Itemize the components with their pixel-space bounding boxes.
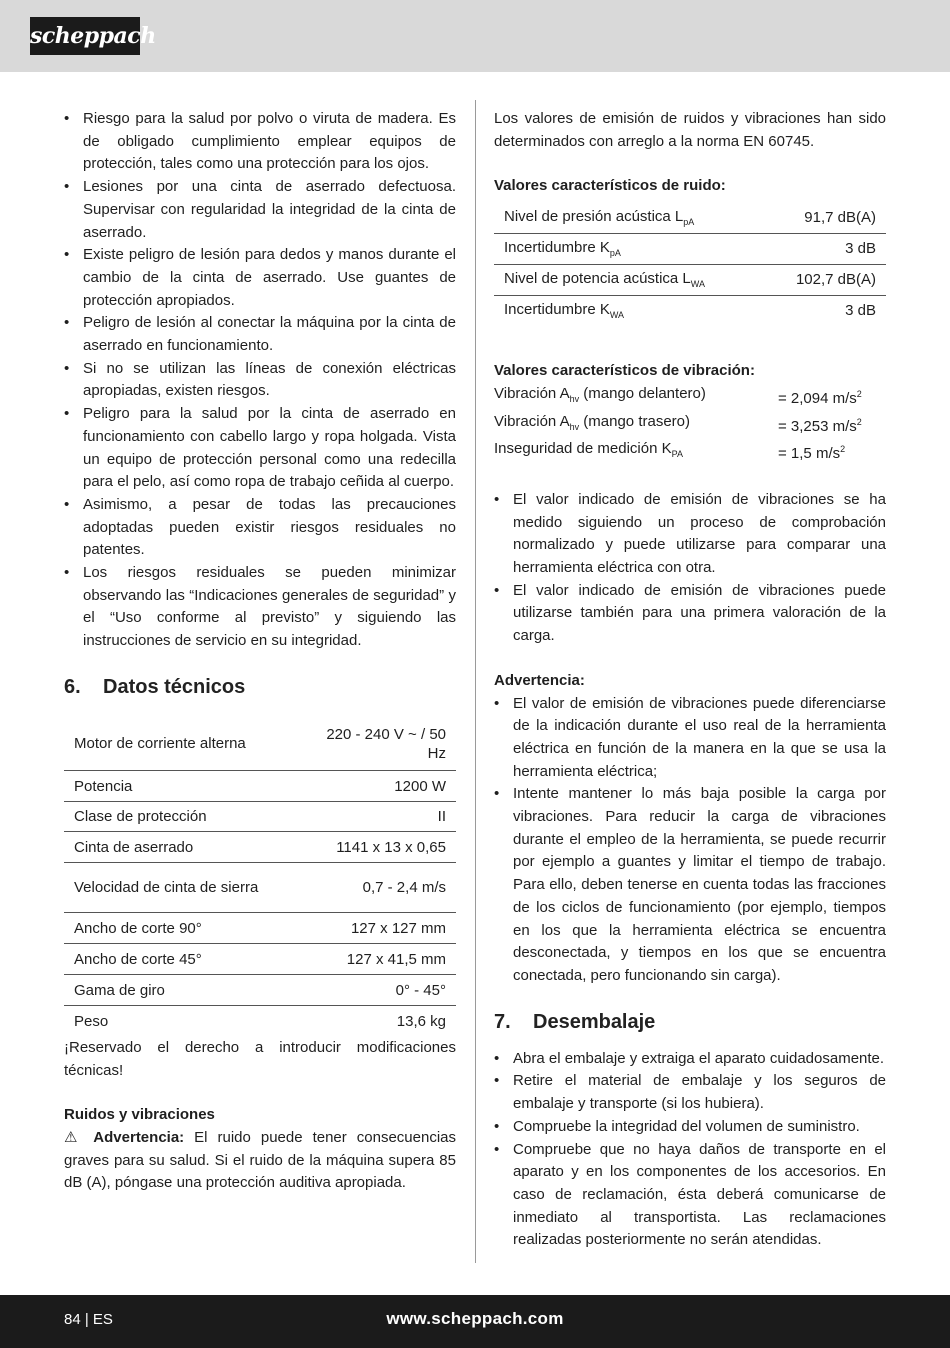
list-item: • Intente mantener lo más baja posible la carga por vibraciones. Para reducir la carga de vibraciones durante el empleo de la herramienta, se puede recurrir por ejemplo a guantes y limitar el tiempo de trabajo. Para ello, deben tenerse en cuenta todas las fracciones de los ciclos de funcionamiento (por ejemplo, tiempos en los que la herramienta eléctrica se encuentra desconectada, y tiempos en los que se encuentra conectada, pero funcionando sin carga). bbox=[494, 785, 886, 984]
table-row: Velocidad de cinta de sierra 0,7 - 2,4 m/s bbox=[64, 863, 456, 913]
noise-warning: ⚠ Advertencia: El ruido puede tener consecuencias graves para su salud. Si el ruido de la máquina supera 85 dB (A), póngase una protección auditiva apropiada. bbox=[64, 1128, 456, 1192]
warning-triangle-icon: ⚠ bbox=[64, 1128, 84, 1146]
left-column bbox=[64, 108, 456, 1195]
table-row: Nivel de potencia acústica $L_{WA}$ 102,7 dB(A) bbox=[494, 264, 886, 295]
table-row: Potencia 1200 W bbox=[64, 771, 456, 802]
warning-heading: Advertencia: bbox=[494, 671, 585, 689]
list-item: • El valor de emisión de vibraciones puede diferenciarse de la indicación durante el uso real de la herramienta eléctrica en función de la manera en la que se usa la herramienta eléctrica; bbox=[494, 694, 886, 780]
list-item: • Abra el embalaje y extraiga el aparato cuidadosamente. bbox=[494, 1049, 885, 1067]
list-item: • Los riesgos residuales se pueden minimizar observando las “Indicaciones generales de seguridad” y el “Uso conforme al previsto” y siguiendo las instrucciones de servicio en su integridad. bbox=[64, 564, 456, 650]
right-column bbox=[494, 108, 886, 1252]
list-item: • Riesgo para la salud por polvo o viruta de madera. Es de obligado cumplimiento emplear equipos de protección, tales como una protección para los ojos. bbox=[64, 110, 456, 173]
table-row: Motor de corriente alterna 220 - 240 V ~ / 50 Hz bbox=[64, 717, 456, 771]
warning-list bbox=[494, 693, 886, 988]
noise-values-table bbox=[494, 202, 886, 326]
list-item: • Existe peligro de lesión para dedos y manos durante el cambio de la cinta de aserrado. Use guantes de protección apropiados. bbox=[64, 246, 456, 309]
section-6-heading: 6. Datos técnicos bbox=[64, 675, 246, 698]
list-item: • Si no se utilizan las líneas de conexión eléctricas apropiadas, existen riesgos. bbox=[64, 359, 456, 400]
column-divider bbox=[475, 100, 476, 1263]
list-item: • Compruebe que no haya daños de transporte en el aparato y en los componentes de los accesorios. En caso de reclamación, ésta deberá comunicarse de inmediato al transportista. Las reclamaciones realizadas posteriormente no serán atendidas. bbox=[494, 1140, 886, 1249]
table-row: Cinta de aserrado 1141 x 13 x 0,65 bbox=[64, 832, 456, 863]
header-bar bbox=[0, 0, 950, 72]
vibration-notes-list bbox=[494, 489, 886, 648]
list-item: • Peligro para la salud por la cinta de aserrado en funcionamiento con cabello largo y ropa holgada. Vista un equipo de protección personal como una redecilla para el pelo, así como ropa de trabajo ceñida al cuerpo. bbox=[64, 405, 456, 491]
page-number: 84 | ES bbox=[64, 1311, 113, 1328]
tech-data-table bbox=[64, 717, 456, 1036]
list-item: • El valor indicado de emisión de vibraciones se ha medido siguiendo un proceso de comprobación normalizado y puede utilizarse para comparar una herramienta eléctrica con otra. bbox=[494, 490, 886, 577]
unpacking-list bbox=[494, 1048, 886, 1252]
reserved-note: ¡Reservado el derecho a introducir modificaciones técnicas! bbox=[64, 1038, 456, 1079]
list-item: • Retire el material de embalaje y los seguros de embalaje y transporte (si los hubiera). bbox=[494, 1072, 886, 1113]
footer-bar bbox=[0, 1295, 950, 1348]
section-7-heading: 7. Desembalaje bbox=[494, 1010, 656, 1033]
scheppach-logo: scheppach bbox=[30, 17, 140, 55]
noise-values-heading: Valores característicos de ruido: bbox=[494, 177, 726, 195]
table-row: Nivel de presión acústica $L_{pA}$ 91,7 dB(A) bbox=[494, 202, 886, 233]
list-item: • Asimismo, a pesar de todas las precauciones adoptadas pueden existir riesgos residuales no patentes. bbox=[64, 495, 456, 559]
table-row: Ancho de corte 90° 127 x 127 mm bbox=[64, 913, 456, 944]
table-row: Incertidumbre $K_{pA}$ 3 dB bbox=[494, 233, 886, 264]
table-row: Gama de giro 0° - 45° bbox=[64, 975, 456, 1006]
emission-intro: Los valores de emisión de ruidos y vibraciones han sido determinados con arreglo a la norma EN 60745. bbox=[494, 110, 886, 150]
vibration-row: Vibración $A_{hv}$ (mango trasero) = 3,253 $m/s^2$ bbox=[494, 412, 862, 435]
table-row: Clase de protección II bbox=[64, 802, 456, 832]
list-item: • Compruebe la integridad del volumen de suministro. bbox=[494, 1117, 860, 1135]
footer-url: www.scheppach.com bbox=[386, 1309, 564, 1328]
table-row: Ancho de corte 45° 127 x 41,5 mm bbox=[64, 944, 456, 975]
table-row: Incertidumbre $K_{WA}$ 3 dB bbox=[504, 301, 876, 321]
list-item: • Peligro de lesión al conectar la máquina por la cinta de aserrado en funcionamiento. bbox=[64, 314, 456, 355]
list-item: • Lesiones por una cinta de aserrado defectuosa. Supervisar con regularidad la integridad de la cinta de aserrado. bbox=[64, 178, 456, 241]
list-item: • El valor indicado de emisión de vibraciones puede utilizarse también para una primera valoración de la carga. bbox=[494, 581, 886, 645]
table-row: Peso 13,6 kg bbox=[74, 1012, 446, 1030]
safety-risk-list bbox=[64, 108, 456, 653]
vibration-row: Inseguridad de medición $K_{PA}$ = 1,5 $m/s^2$ bbox=[494, 440, 846, 463]
noise-vibration-heading: Ruidos y vibraciones bbox=[64, 1106, 215, 1124]
vibration-row: Vibración $A_{hv}$ (mango delantero) = 2,094 $m/s^2$ bbox=[494, 384, 862, 407]
vibration-values-heading: Valores característicos de vibración: bbox=[494, 362, 755, 380]
